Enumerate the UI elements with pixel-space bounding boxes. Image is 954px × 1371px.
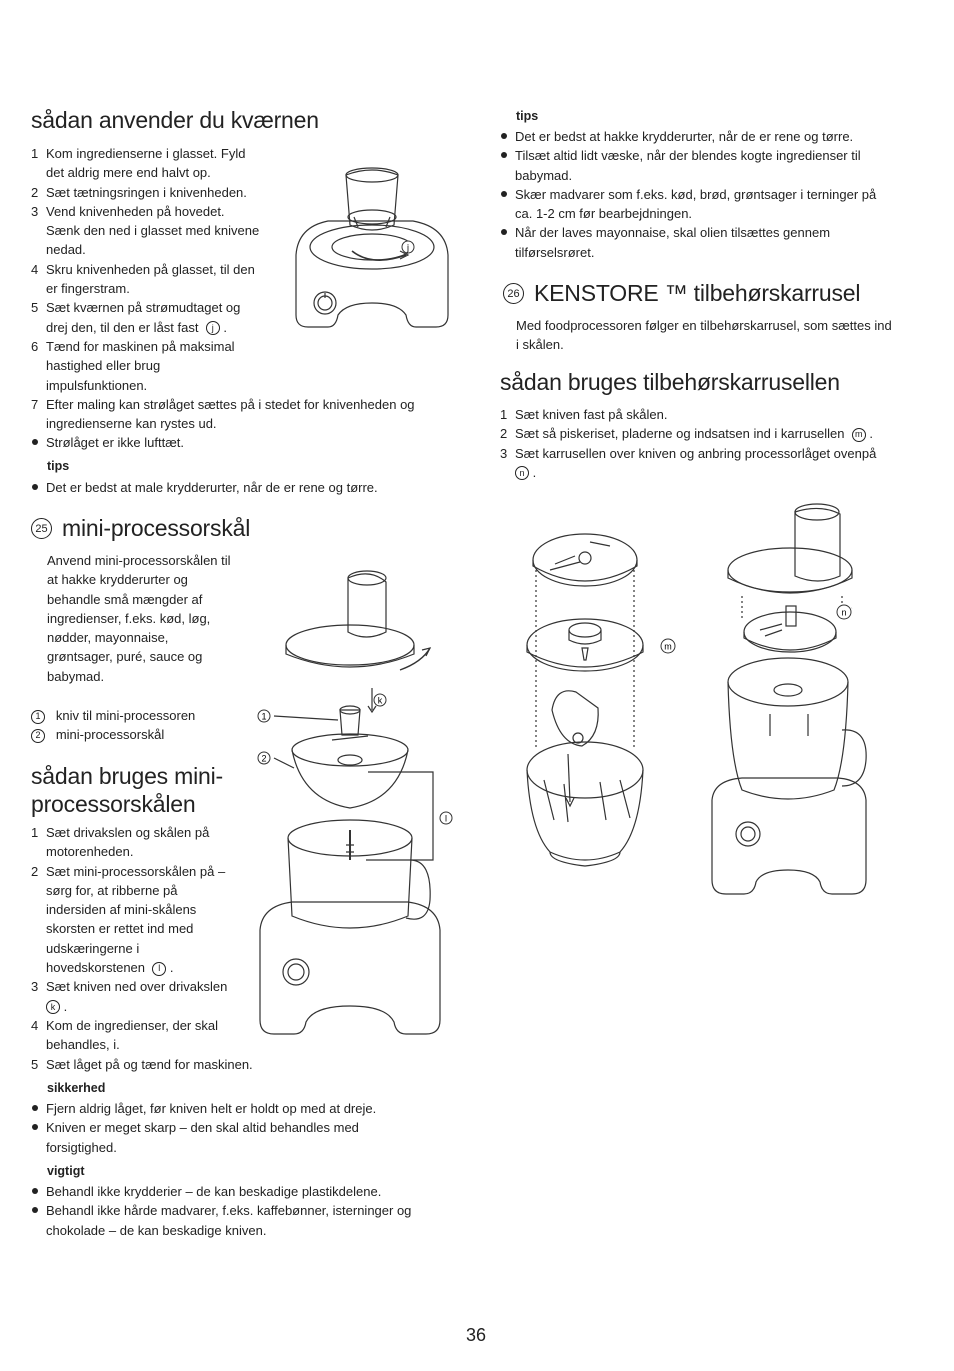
mini-use-title: sådan bruges mini- processorskålen	[31, 763, 224, 817]
grinder-bullets	[31, 433, 451, 452]
kenstore-step: 2 Sæt så piskeriset, pladerne og indsatsen ind i karrusellen m .	[500, 426, 873, 442]
kenstore-steps	[500, 405, 930, 482]
important-list	[31, 1182, 461, 1240]
mini-intro: Anvend mini-processorskålen til at hakke krydderurter og behandle små mængder af ingredienser, f.eks. kød, løg, nødder, mayonnaise, grøntsager, puré, sauce og babymad.	[47, 553, 231, 684]
grinder-step: 2 Sæt tætningsringen i knivenheden.	[31, 184, 247, 200]
grinder-step: 5 Sæt kværnen på strømudtaget og drej den, til den er låst fast j .	[31, 300, 241, 335]
kenstore-illustration	[520, 500, 870, 910]
tip-item: Det er bedst at hakke krydderurter, når de er rene og tørre.	[500, 127, 930, 146]
fig-label-2: 2	[261, 753, 267, 764]
ref-n: n	[515, 466, 529, 480]
ref-j: j	[206, 321, 220, 335]
grinder-step: 6 Tænd for maskinen på maksimal hastighed eller brug impulsfunktionen.	[31, 338, 235, 393]
fig-label-n: n	[841, 607, 847, 618]
kenstore-heading	[503, 280, 860, 307]
mini-heading	[31, 515, 250, 542]
grinder-step: 1 Kom ingredienserne i glasset. Fyld det aldrig mere end halvt op.	[31, 146, 246, 181]
grinder-step: 3 Vend knivenheden på hovedet. Sænk den ned i glasset med knivene nedad.	[31, 203, 260, 258]
fig-label-k: k	[377, 695, 383, 706]
fig-label-1: 1	[261, 711, 267, 722]
safety-list	[31, 1099, 451, 1157]
bullet-item: Strølåget er ikke lufttæt.	[31, 433, 451, 452]
fig-label-j: j	[407, 242, 409, 253]
grinder-step: 7 Efter maling kan strølåget sættes på i stedet for knivenheden og ingredienserne kan rystes ud.	[31, 396, 415, 432]
mini-step: 4 Kom de ingredienser, der skal behandles, i.	[31, 1017, 218, 1053]
grinder-tips-heading: tips	[47, 459, 70, 473]
tip-item: Det er bedst at male krydderurter, når de er rene og tørre.	[31, 478, 451, 497]
page-number: 36	[466, 1325, 487, 1345]
fig-label-m: m	[664, 641, 672, 652]
ref-k: k	[46, 1000, 60, 1014]
section-number-badge: 25	[31, 518, 52, 539]
tips-right-list	[500, 127, 930, 262]
safety-heading: sikkerhed	[47, 1081, 106, 1095]
kenstore-step: 1 Sæt kniven fast på skålen.	[500, 407, 668, 422]
important-item: Behandl ikke hårde madvarer, f.eks. kaffebønner, isterninger og chokolade – de kan beskadige kniven.	[31, 1201, 461, 1240]
mini-step: 1 Sæt drivakslen og skålen på motorenheden.	[31, 825, 210, 860]
ref-m: m	[852, 428, 866, 442]
mini-title: mini-processorskål	[62, 515, 251, 541]
tips-right-heading: tips	[516, 109, 539, 123]
section-number-badge: 26	[503, 283, 524, 304]
safety-item: Kniven er meget skarp – den skal altid behandles med forsigtighed.	[31, 1118, 451, 1157]
part-item: 2 mini-processorskål	[31, 725, 195, 744]
grinder-step: 4 Skru knivenheden på glasset, til den er fingerstram.	[31, 261, 255, 297]
safety-item: Fjern aldrig låget, før kniven helt er holdt op med at dreje.	[31, 1099, 451, 1118]
fig-label-l: l	[445, 813, 447, 824]
kenstore-use-title: sådan bruges tilbehørskarrusellen	[500, 369, 840, 395]
kenstore-title: KENSTORE ™ tilbehørskarrusel	[534, 280, 861, 306]
important-heading: vigtigt	[47, 1164, 85, 1178]
kenstore-step: 3 Sæt karrusellen over kniven og anbring processorlåget ovenpå n .	[500, 445, 877, 480]
grinder-title: sådan anvender du kværnen	[31, 107, 319, 133]
mini-step: 5 Sæt låget på og tænd for maskinen.	[31, 1056, 253, 1072]
mini-step: 2 Sæt mini-processorskålen på – sørg for, at ribberne på indersiden af mini-skålens skorsten er rettet ind med udskæringerne i hovedskorstenen l .	[31, 863, 226, 976]
kenstore-intro: Med foodprocessoren følger en tilbehørskarrusel, som sættes ind i skålen.	[516, 318, 892, 353]
important-item: Behandl ikke krydderier – de kan beskadige plastikdelene.	[31, 1182, 461, 1201]
tip-item: Når der laves mayonnaise, skal olien tilsættes gennem tilførselsrøret.	[500, 223, 930, 262]
grinder-illustration	[288, 155, 458, 335]
tip-item: Skær madvarer som f.eks. kød, brød, grøntsager i terninger på ca. 1-2 cm før bearbejdningen.	[500, 185, 930, 224]
grinder-tips	[31, 478, 451, 497]
mini-processor-illustration	[250, 560, 460, 1050]
mini-step: 3 Sæt kniven ned over drivakslen k .	[31, 979, 228, 1014]
tip-item: Tilsæt altid lidt væske, når der blendes kogte ingredienser til babymad.	[500, 146, 930, 185]
ref-l: l	[152, 962, 166, 976]
part-item: 1 kniv til mini-processoren	[31, 706, 195, 725]
mini-parts	[31, 706, 195, 745]
